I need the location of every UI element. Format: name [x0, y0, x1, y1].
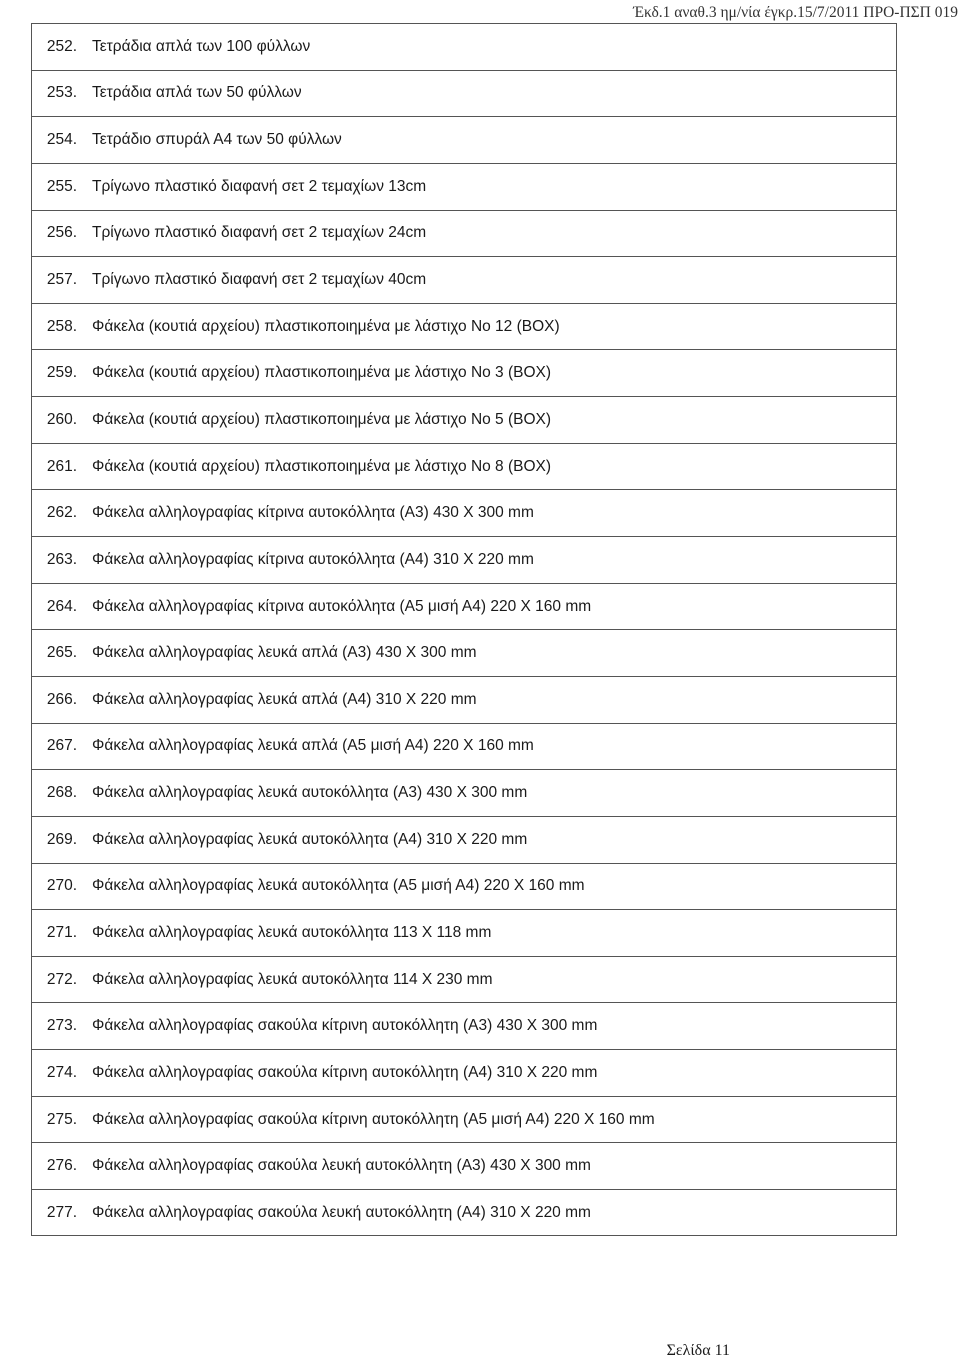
table-row — [32, 537, 896, 584]
item-number: 274. — [46, 1063, 77, 1081]
item-description: Τρίγωνο πλαστικό διαφανή σετ 2 τεμαχίων 24cm — [92, 224, 427, 242]
item-description: Φάκελα αλληλογραφίας κίτρινα αυτοκόλλητα (Α5 μισή Α4) 220 Χ 160 mm — [92, 597, 592, 615]
table-row — [32, 1190, 896, 1237]
table-row — [32, 630, 896, 677]
item-number: 271. — [46, 923, 77, 941]
table-row — [32, 490, 896, 537]
table-row — [32, 957, 896, 1004]
table-row — [32, 1143, 896, 1190]
item-number: 269. — [46, 830, 77, 848]
item-number: 262. — [46, 504, 77, 522]
item-description: Φάκελα (κουτιά αρχείου) πλαστικοποιημένα με λάστιχο Νο 3 (ΒΟΧ) — [92, 364, 552, 382]
item-number: 265. — [46, 644, 77, 662]
item-number: 272. — [46, 970, 77, 988]
item-number: 270. — [46, 877, 77, 895]
item-number: 267. — [46, 737, 77, 755]
table-row — [32, 350, 896, 397]
table-row — [32, 584, 896, 631]
item-description: Φάκελα αλληλογραφίας κίτρινα αυτοκόλλητα (Α4) 310 Χ 220 mm — [92, 550, 534, 568]
item-number: 255. — [46, 177, 77, 195]
item-description: Φάκελα αλληλογραφίας λευκά απλά (Α5 μισή Α4) 220 Χ 160 mm — [92, 737, 534, 755]
item-description: Φάκελα αλληλογραφίας λευκά αυτοκόλλητα (Α4) 310 Χ 220 mm — [92, 830, 528, 848]
item-description: Φάκελα αλληλογραφίας λευκά αυτοκόλλητα (Α5 μισή Α4) 220 Χ 160 mm — [92, 877, 585, 895]
item-number: 258. — [46, 317, 77, 335]
item-number: 276. — [46, 1157, 77, 1175]
item-number: 261. — [46, 457, 77, 475]
items-table — [31, 23, 897, 1236]
item-description: Φάκελα αλληλογραφίας σακούλα λευκή αυτοκόλλητη (Α4) 310 Χ 220 mm — [92, 1204, 591, 1222]
table-row — [32, 211, 896, 258]
table-row — [32, 910, 896, 957]
item-number: 260. — [46, 410, 77, 428]
item-number: 277. — [46, 1204, 77, 1222]
table-row — [32, 1050, 896, 1097]
item-description: Φάκελα (κουτιά αρχείου) πλαστικοποιημένα με λάστιχο Νο 5 (ΒΟΧ) — [92, 410, 552, 428]
item-number: 257. — [46, 271, 77, 289]
item-description: Τετράδια απλά των 100 φύλλων — [92, 37, 311, 55]
table-row — [32, 117, 896, 164]
table-row — [32, 71, 896, 118]
document-reference-header: Έκδ.1 αναθ.3 ημ/νία έγκρ.15/7/2011 ΠΡΟ-ΠΣΠ 019 — [633, 4, 958, 21]
item-description: Φάκελα αλληλογραφίας λευκά απλά (Α4) 310 Χ 220 mm — [92, 690, 477, 708]
table-row — [32, 1003, 896, 1050]
item-description: Φάκελα (κουτιά αρχείου) πλαστικοποιημένα με λάστιχο Νο 8 (ΒΟΧ) — [92, 457, 552, 475]
item-description: Τρίγωνο πλαστικό διαφανή σετ 2 τεμαχίων 40cm — [92, 271, 427, 289]
item-description: Φάκελα αλληλογραφίας σακούλα λευκή αυτοκόλλητη (Α3) 430 Χ 300 mm — [92, 1157, 591, 1175]
item-number: 264. — [46, 597, 77, 615]
item-description: Φάκελα αλληλογραφίας σακούλα κίτρινη αυτοκόλλητη (Α4) 310 Χ 220 mm — [92, 1063, 598, 1081]
item-description: Φάκελα αλληλογραφίας σακούλα κίτρινη αυτοκόλλητη (Α5 μισή Α4) 220 Χ 160 mm — [92, 1110, 655, 1128]
item-description: Φάκελα αλληλογραφίας σακούλα κίτρινη αυτοκόλλητη (Α3) 430 Χ 300 mm — [92, 1017, 598, 1035]
item-number: 259. — [46, 364, 77, 382]
table-row — [32, 864, 896, 911]
item-number: 268. — [46, 784, 77, 802]
table-row — [32, 257, 896, 304]
item-number: 266. — [46, 690, 77, 708]
item-number: 253. — [46, 84, 77, 102]
item-number: 254. — [46, 131, 77, 149]
item-number: 256. — [46, 224, 77, 242]
item-number: 275. — [46, 1110, 77, 1128]
item-description: Τετράδιο σπυράλ Α4 των 50 φύλλων — [92, 131, 342, 149]
table-row — [32, 24, 896, 71]
table-row — [32, 1097, 896, 1144]
item-description: Φάκελα αλληλογραφίας λευκά αυτοκόλλητα 114 Χ 230 mm — [92, 970, 493, 988]
item-description: Φάκελα αλληλογραφίας λευκά αυτοκόλλητα (Α3) 430 Χ 300 mm — [92, 784, 528, 802]
item-number: 252. — [46, 37, 77, 55]
table-row — [32, 770, 896, 817]
item-description: Φάκελα (κουτιά αρχείου) πλαστικοποιημένα με λάστιχο Νο 12 (ΒΟΧ) — [92, 317, 560, 335]
item-description: Φάκελα αλληλογραφίας λευκά αυτοκόλλητα 113 Χ 118 mm — [92, 923, 492, 941]
page-number: Σελίδα 11 — [666, 1342, 730, 1359]
item-description: Τετράδια απλά των 50 φύλλων — [92, 84, 302, 102]
item-description: Φάκελα αλληλογραφίας κίτρινα αυτοκόλλητα (Α3) 430 Χ 300 mm — [92, 504, 534, 522]
item-number: 273. — [46, 1017, 77, 1035]
table-row — [32, 304, 896, 351]
table-row — [32, 164, 896, 211]
item-description: Τρίγωνο πλαστικό διαφανή σετ 2 τεμαχίων 13cm — [92, 177, 427, 195]
table-row — [32, 817, 896, 864]
item-description: Φάκελα αλληλογραφίας λευκά απλά (Α3) 430 Χ 300 mm — [92, 644, 477, 662]
table-row — [32, 677, 896, 724]
table-row — [32, 724, 896, 771]
table-row — [32, 444, 896, 491]
item-number: 263. — [46, 550, 77, 568]
table-row — [32, 397, 896, 444]
